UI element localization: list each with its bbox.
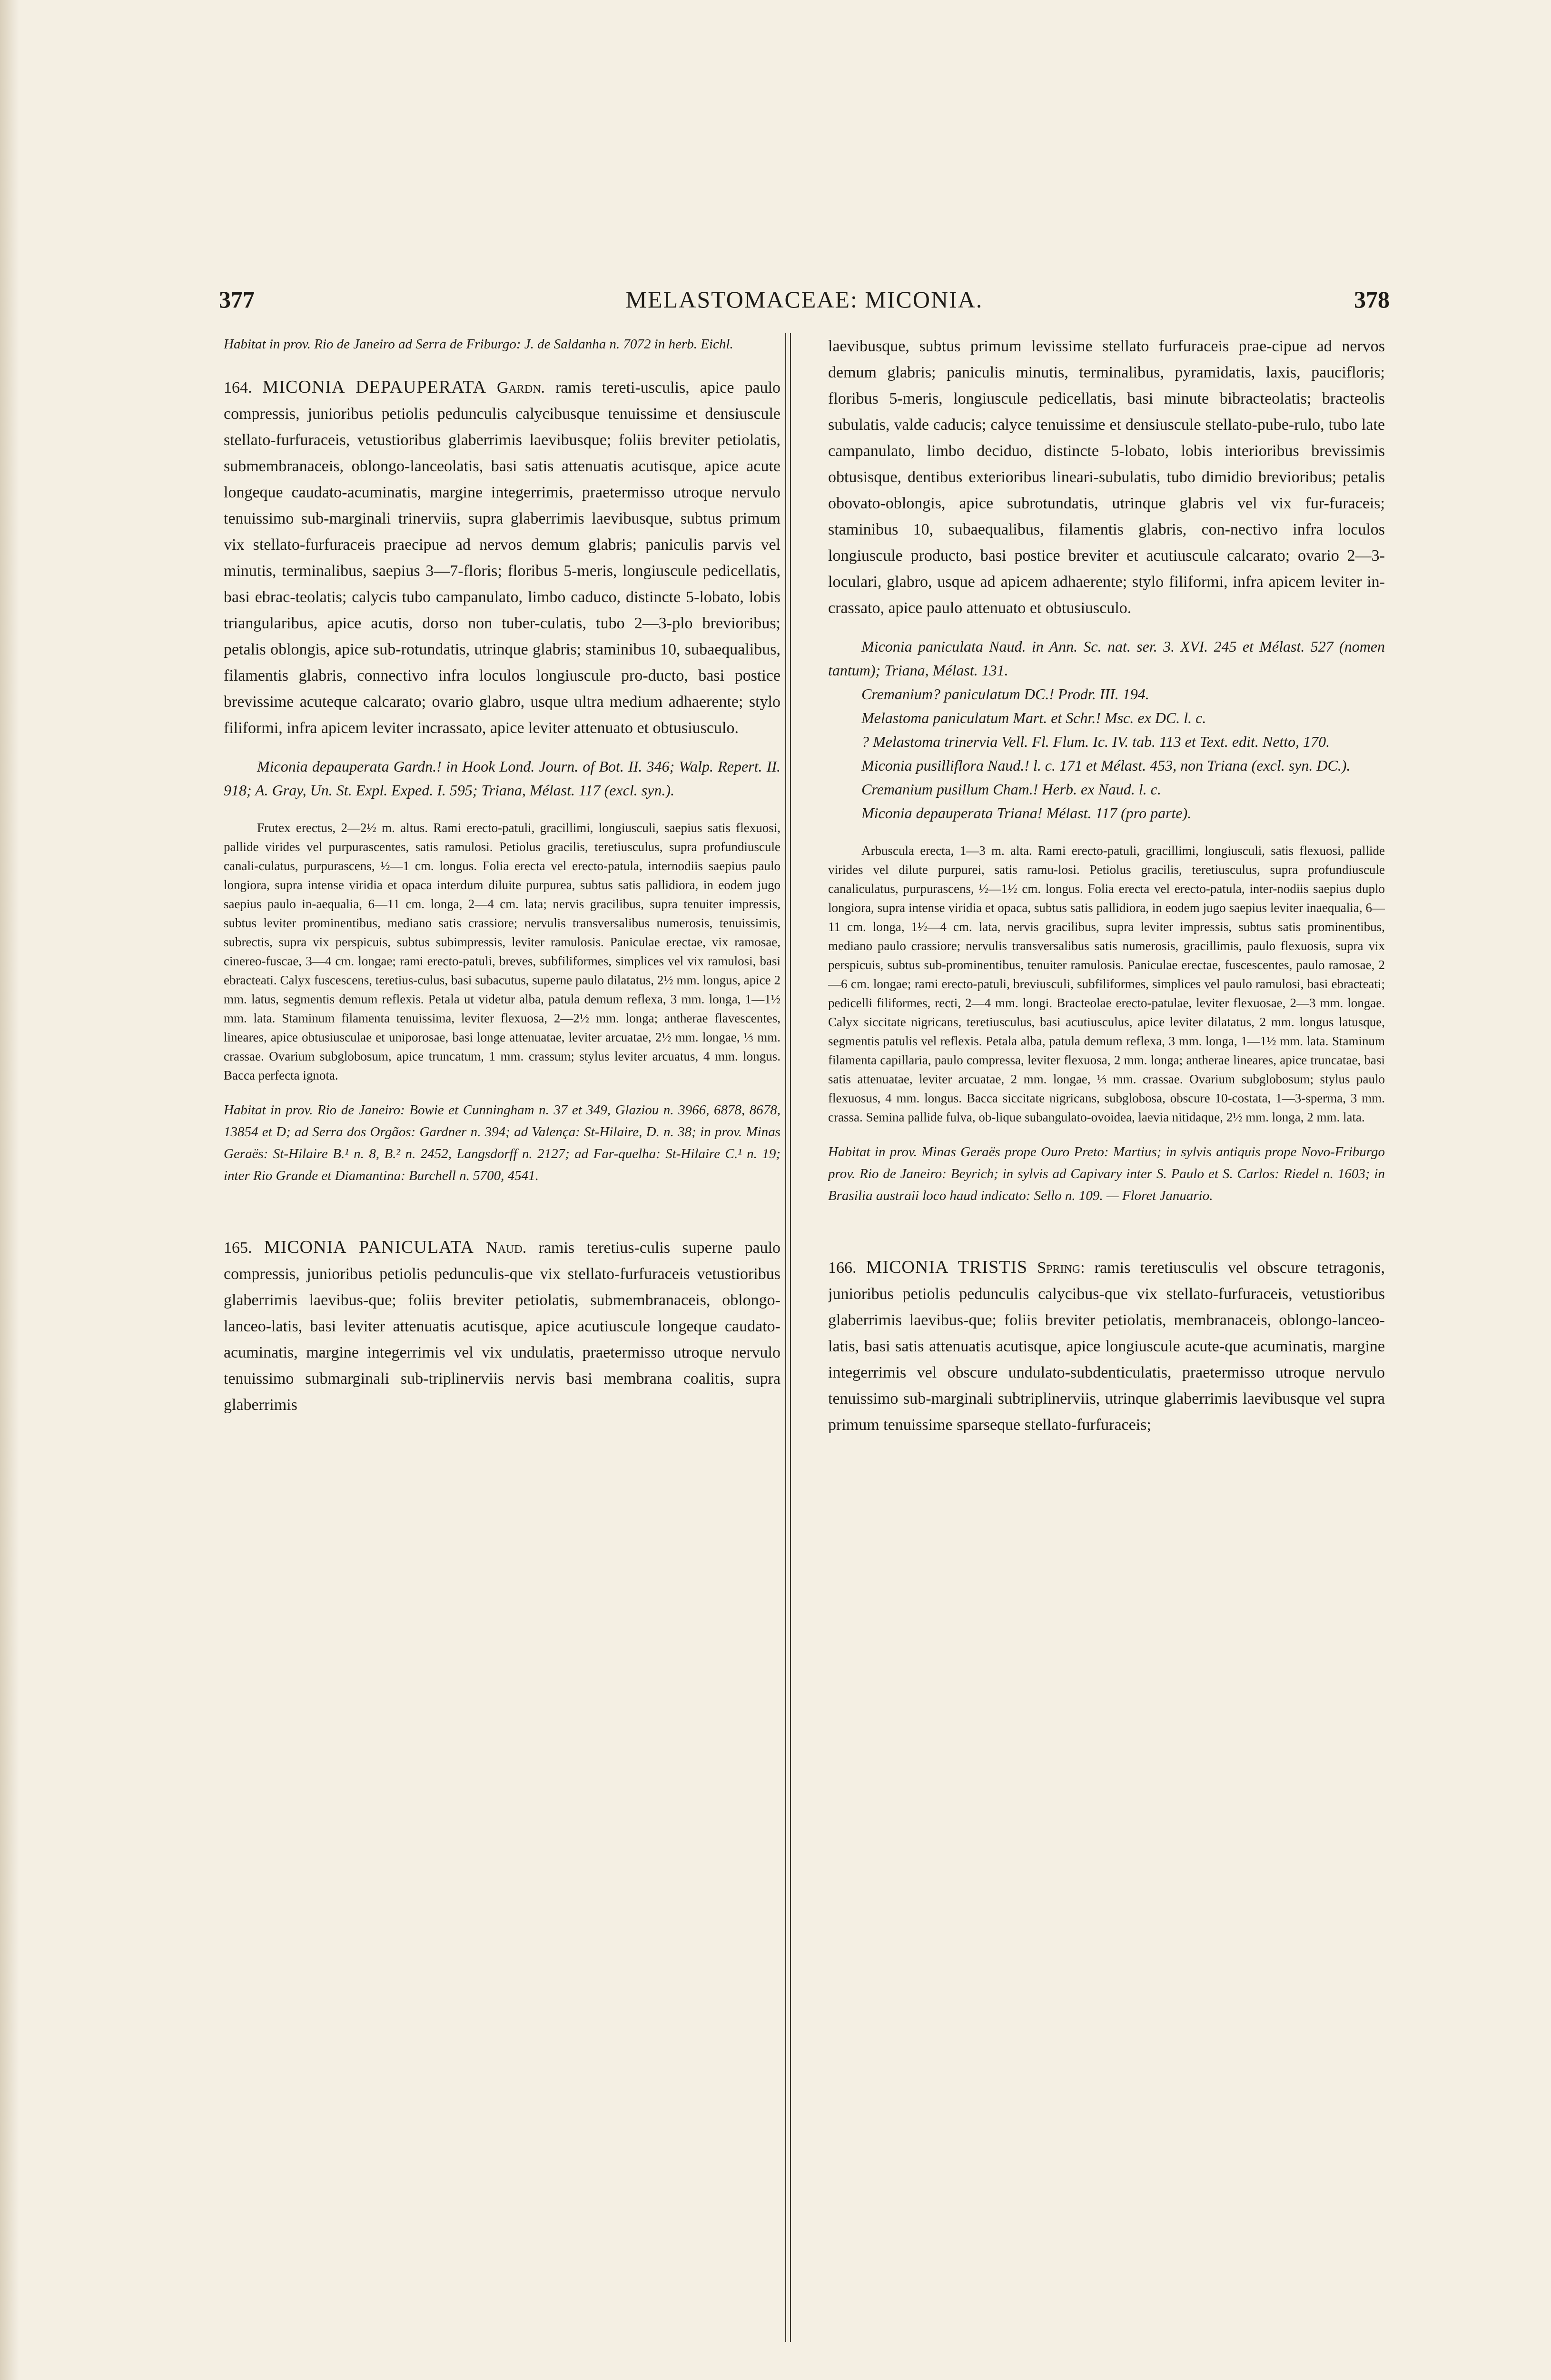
- synonym-entry: ? Melastoma trinervia Vell. Fl. Flum. Ic. IV. tab. 113 et Text. edit. Netto, 170.: [861, 733, 1330, 750]
- synonym-entry: Melastoma paniculatum Mart. et Schr.! Msc. ex DC. l. c.: [861, 709, 1206, 726]
- synonym-entry: Cremanium pusillum Cham.! Herb. ex Naud. l. c.: [861, 781, 1161, 798]
- species-166-author: Spring:: [1037, 1259, 1085, 1277]
- species-165-description: [224, 1234, 780, 1418]
- spacer: [224, 1206, 780, 1234]
- species-166-number: 166.: [828, 1259, 857, 1277]
- page-header: [219, 286, 1390, 324]
- species-166-diagnosis: ramis teretiusculis vel obscure tetragonis, junioribus petiolis pedunculis calycibus-que vix stellato-furfuraceis, vetustioribus glaberrimis laevibus-que; foliis breviter petiolatis, membranaceis, oblongo-lanceo-latis, basi satis attenuatis acutisque, apice longiuscule acute-que acuminatis, margine integerrimis vel obscure undulato-subdenticulatis, praetermisso utroque nervulo tenuissimo sub-marginali subtriplinerviis, utrinque glaberrimis laevibusque vel supra primum tenuissime sparseque stellato-furfuraceis;: [828, 1259, 1385, 1434]
- synonym-entry: Cremanium? paniculatum DC.! Prodr. III. 194.: [861, 685, 1149, 703]
- species-164-diagnosis: ramis tereti-usculis, apice paulo compressis, junioribus petiolis pedunculis calycibusque tenuissime et densiuscule stellato-furfuraceis, vetustioribus glaberrimis laevibusque; foliis breviter petiolatis, submembranaceis, oblongo-lanceolatis, basi satis attenuatis acutisque, apice acute longeque caudato-acuminatis, margine integerrimis, praetermisso utroque nervulo tenuissimo sub-marginali trinerviis, supra glaberrimis laevibusque, subtus primum vix stellato-furfuraceis praecipue ad nervos demum glabris; paniculis parvis vel minutis, terminalibus, saepius 3—7-floris; floribus 5-meris, longiuscule pedicellatis, basi ebrac-teolatis; calycis tubo campanulato, limbo caduco, distincte 5-lobato, lobis triangularibus, apice acutis, dorso non tuber-culatis, tubo 2—3-plo brevioribus; petalis oblongis, apice sub-rotundatis, utrinque glabris; staminibus 10, subaequalibus, filamentis glabris, connectivo infra loculos longiuscule pro-ducto, basi postice brevissime acuteque calcarato; ovario glabro, usque ultra medium adhaerente; stylo filiformi, infra apicem leviter incrassato, apice leviter attenuato et obtusiusculo.: [224, 379, 780, 737]
- habitat-previous-species: Habitat in prov. Rio de Janeiro ad Serra de Friburgo: J. de Saldanha n. 7072 in herb. Eichl.: [224, 337, 733, 352]
- species-165-habitat: Habitat in prov. Minas Geraës prope Ouro Preto: Martius; in sylvis antiquis prope Novo-Friburgo prov. Rio de Janeiro: Beyrich; in sylvis ad Capivary inter S. Paulo et S. Carlos: Riedel n. 1603; in Brasilia austraii loco haud indicato: Sello n. 109. — Floret Januario.: [828, 1144, 1385, 1203]
- species-164-detailed-description: Frutex erectus, 2—2½ m. altus. Rami erecto-patuli, gracillimi, longiusculi, saepius satis flexuosi, pallide virides vel purpurascentes, satis ramulosi. Petiolus gracilis, teretiusculus, supra profundiuscule canali-culatus, purpurascens, ½—1 cm. longus. Folia erecta vel erecto-patula, internodiis saepius paulo longiora, supra intense viridia et opaca interdum diluite purpurea, subtus satis pallidiora, in eodem jugo saepius paulo in-aequalia, 6—11 cm. longa, 2—4 cm. lata; nervis gracilibus, supra tenuiter impressis, subtus leviter prominentibus, mediano satis crassiore; nervulis transversalibus numerosis, tenuissimis, subrectis, supra vix perspicuis, subtus subimpressis, leviter ramulosis. Paniculae erectae, vix ramosae, cinereo-fuscae, 3—4 cm. longae; rami erecto-patuli, breves, subfiliformes, simplices vel vix ramulosi, basi ebracteati. Calyx fuscescens, teretius-culus, basi subacutus, superne paulo dilatatus, 2½ mm. longus, apice 2 mm. latus, segmentis demum reflexis. Petala ut videtur alba, patula demum reflexa, 3 mm. longa, 1—1½ mm. lata. Staminum filamenta tenuissima, leviter flexuosa, 2—2½ mm. longa; antherae flavescentes, lineares, apice obtusiusculae et uniporosae, basi longe attenuatae, leviter arcuatae, 2½ mm. longae, ⅓ mm. crassae. Ovarium subglobosum, apice truncatum, 1 mm. crassum; stylus leviter arcuatus, 4 mm. longus. Bacca perfecta ignota.: [224, 821, 780, 1082]
- species-165-diagnosis-continued: laevibusque, subtus primum levissime stellato furfuraceis prae-cipue ad nervos demum glabris; paniculis minutis, terminalibus, pyramidatis, laxis, paucifloris; floribus 5-meris, longiuscule pedicellatis, basi minute bibracteolatis; bracteolis subulatis, valde caducis; calyce tenuissime et densiuscule stellato-pube-rulo, tubo late campanulato, limbo deciduo, distincte 5-lobato, lobis interioribus brevissimis obtusisque, dentibus exterioribus lineari-subulatis, tubo dimidio brevioribus; petalis obovato-oblongis, apice subrotundatis, utrinque glabris vel vix fur-furaceis; staminibus 10, subaequalibus, filamentis glabris, con-nectivo infra loculos longiuscule producto, basi postice breviter et acutiuscule calcarato; ovario 2—3-loculari, glabro, usque ad apicem adhaerente; stylo filiformi, infra apicem leviter in-crassato, apice paulo attenuato et obtusiusculo.: [828, 337, 1385, 617]
- left-column: [224, 333, 780, 2332]
- spacer: [828, 1226, 1385, 1254]
- page-number-left: 377: [219, 286, 255, 313]
- page-number-right: 378: [1354, 286, 1390, 313]
- running-title: MELASTOMACEAE: MICONIA.: [625, 286, 983, 313]
- species-164-name: MICONIA DEPAUPERATA: [262, 377, 486, 397]
- species-166-description: [828, 1254, 1385, 1438]
- species-165-number: 165.: [224, 1239, 252, 1257]
- species-165-author: Naud.: [486, 1239, 527, 1257]
- species-164-description: [224, 374, 780, 741]
- species-165-name: MICONIA PANICULATA: [264, 1237, 474, 1257]
- column-divider-rule-second: [790, 333, 791, 2342]
- species-164-synonyms: [224, 754, 780, 802]
- synonym-entry: Miconia depauperata Gardn.! in Hook Lond. Journ. of Bot. II. 346; Walp. Repert. II. 918; A. Gray, Un. St. Expl. Exped. I. 595; Triana, Mélast. 117 (excl. syn.).: [224, 758, 780, 799]
- right-column: [828, 333, 1385, 2332]
- species-164-habitat: Habitat in prov. Rio de Janeiro: Bowie et Cunningham n. 37 et 349, Glaziou n. 3966, 6878, 8678, 13854 et D; ad Serra dos Orgãos: Gardner n. 394; ad Valença: St-Hilaire, D. n. 38; in prov. Minas Geraës: St-Hilaire B.¹ n. 8, B.² n. 2452, Langsdorff n. 2127; ad Far-quelha: St-Hilaire C.¹ n. 19; inter Rio Grande et Diamantina: Burchell n. 5700, 4541.: [224, 1102, 780, 1183]
- species-165-diagnosis-start: ramis teretius-culis superne paulo compressis, junioribus petiolis pedunculis-que vix stellato-furfuraceis vetustioribus glaberrimis laevibus-que; foliis breviter petiolatis, submembranaceis, oblongo-lanceo-latis, basi leviter attenuatis acutisque, apice acutiuscule longeque caudato-acuminatis, margine integerrimis vel vix undulatis, praetermisso utroque nervulo tenuissimo submarginali sub-triplinerviis nervis basi membrana coalitis, supra glaberrimis: [224, 1239, 780, 1414]
- page-gutter-shade: [0, 0, 19, 2380]
- synonym-entry: Miconia depauperata Triana! Mélast. 117 (pro parte).: [861, 804, 1192, 822]
- column-divider-rule: [785, 333, 786, 2342]
- species-164-author: Gardn.: [496, 379, 545, 397]
- species-166-name: MICONIA TRISTIS: [866, 1257, 1028, 1277]
- synonym-entry: Miconia paniculata Naud. in Ann. Sc. nat. ser. 3. XVI. 245 et Mélast. 527 (nomen tantum); Triana, Mélast. 131.: [828, 638, 1385, 679]
- species-165-detailed-description: Arbuscula erecta, 1—3 m. alta. Rami erecto-patuli, gracillimi, longiusculi, satis flexuosi, pallide virides vel dilute purpurei, satis ramu-losi. Petiolus gracilis, teretiusculus, supra profundiuscule canaliculatus, purpurascens, ½—1½ cm. longus. Folia erecta vel erecto-patula, inter-nodiis saepius duplo longiora, supra intense viridia et opaca, subtus satis pallidiora, in eodem jugo saepius leviter inaequalia, 6—11 cm. longa, 1½—4 cm. lata, nervis gracilibus, supra leviter impressis, subtus satis prominentibus, mediano paulo crassiore; nervulis transversalibus satis numerosis, gracillimis, paulo flexuosis, supra vix perspicuis, subtus sub-prominentibus, tenuiter ramulosis. Paniculae erectae, fuscescentes, paulo ramosae, 2—6 cm. longae; rami erecto-patuli, breviusculi, subfiliformes, simplices vel paulo ramulosi, basi ebracteati; pedicelli filiformes, recti, 2—4 mm. longi. Bracteolae erecto-patulae, leviter flexuosae, 2—3 mm. longae. Calyx siccitate nigricans, teretiusculus, basi acutiusculus, apice leviter dilatatus, 2 mm. longus latusque, segmentis patulis vel reflexis. Petala alba, patula demum reflexa, 3 mm. longa, 1—1½ mm. lata. Staminum filamenta capillaria, paulo compressa, leviter flexuosa, 2 mm. longa; antherae lineares, apice truncatae, basi satis attenuatae, leviter arcuatae, 2 mm. longae, ⅓ mm. crassae. Ovarium subglobosum; stylus paulo flexuosus, 4 mm. longus. Bacca siccitate nigricans, subglobosa, obscure 10-costata, 1—3-sperma, 3 mm. crassa. Semina pallide fulva, ob-lique subangulato-ovoidea, laevia nitidaque, 2½ mm. longa, 2 mm. lata.: [828, 843, 1385, 1124]
- species-165-synonyms: [828, 635, 1385, 825]
- synonym-entry: Miconia pusilliflora Naud.! l. c. 171 et Mélast. 453, non Triana (excl. syn. DC.).: [861, 757, 1351, 774]
- species-164-number: 164.: [224, 379, 252, 397]
